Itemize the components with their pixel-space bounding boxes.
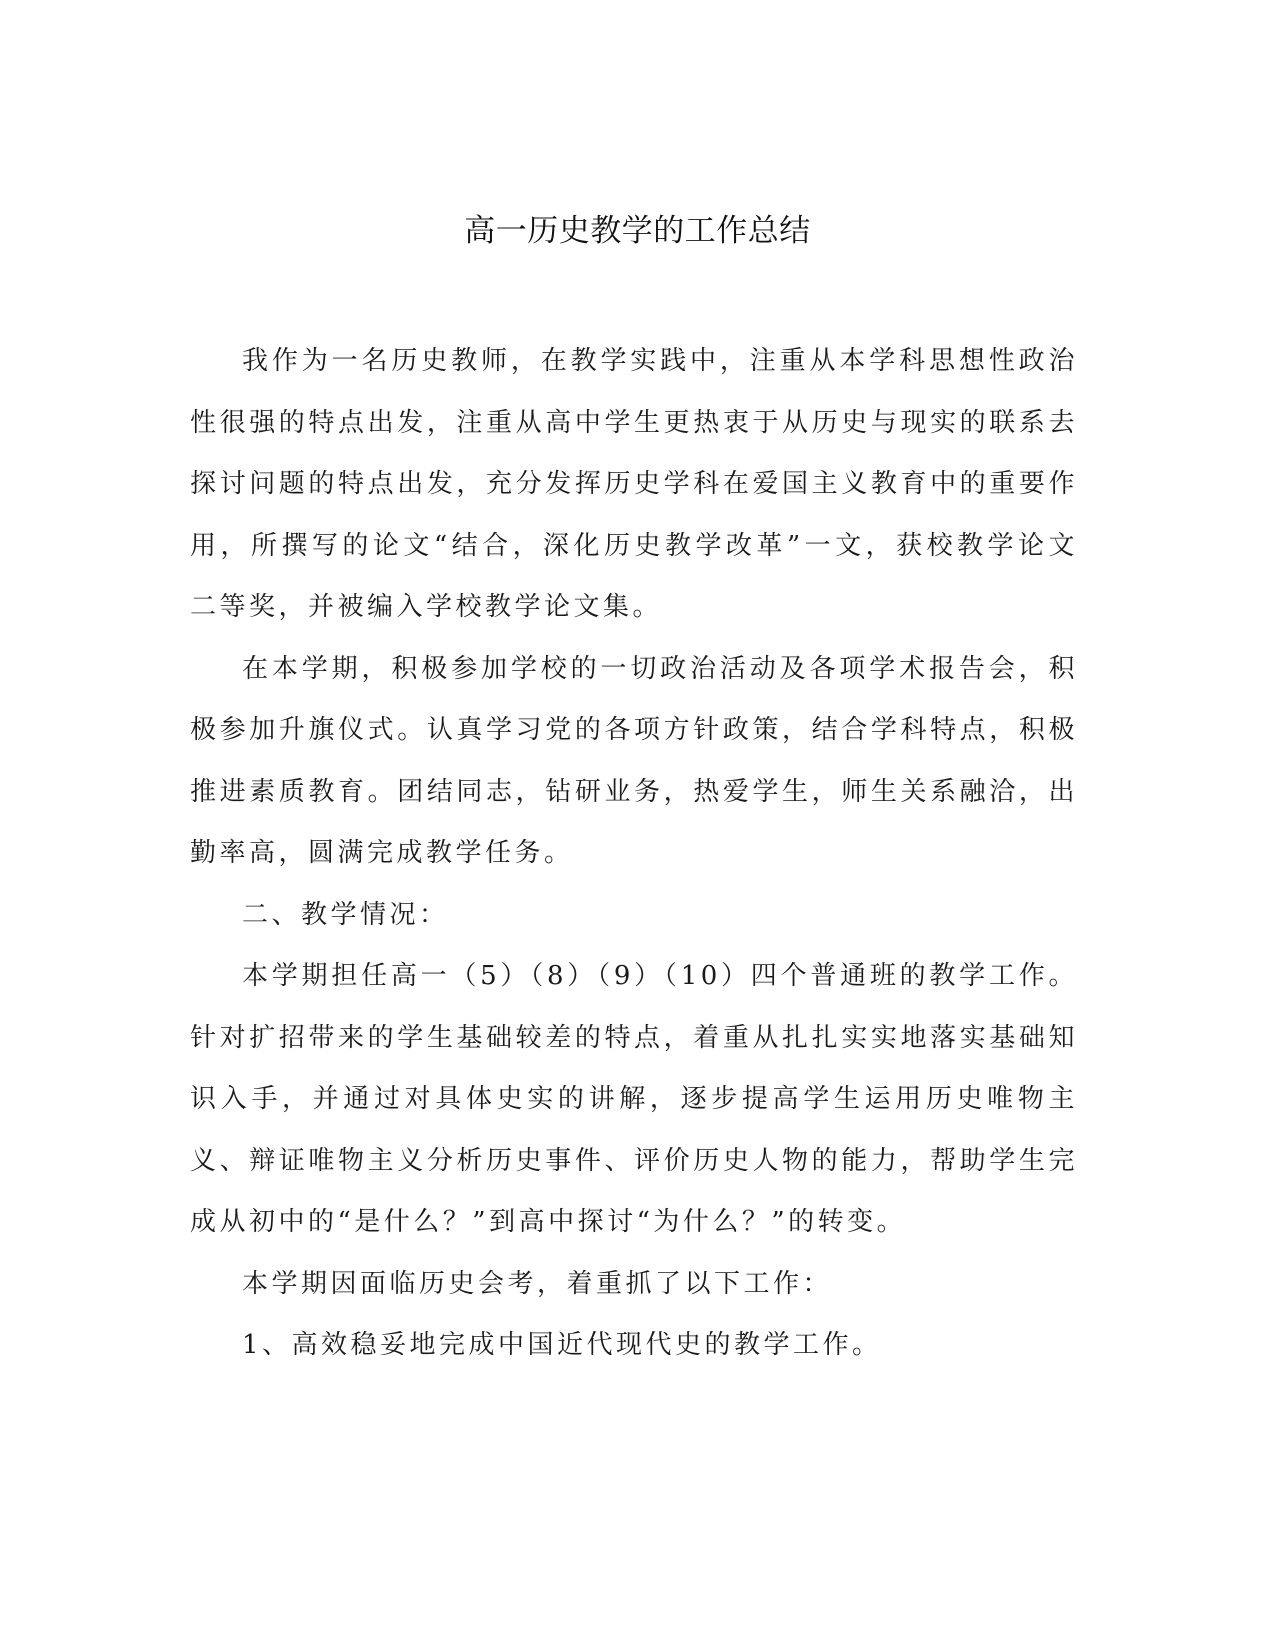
paragraph-teaching-situation: 本学期担任高一（5）（8）（9）（10）四个普通班的教学工作。针对扩招带来的学生基础较差的特点，着重从扎扎实实地落实基础知识入手，并通过对具体史实的讲解，逐步提高学生运用历史唯物主义、辩证唯物主义分析历史事件、评价历史人物的能力，帮助学生完成从初中的“是什么？”到高中探讨“为什么？”的转变。 (190, 961, 1078, 1237)
section-heading-teaching: 二、教学情况： (242, 899, 449, 930)
document-title: 高一历史教学的工作总结 (464, 213, 811, 249)
paragraph-semester-activities: 在本学期，积极参加学校的一切政治活动及各项学术报告会，积极参加升旗仪式。认真学习党的各项方针政策，结合学科特点，积极推进素质教育。团结同志，钻研业务，热爱学生，师生关系融洽，出勤率高，圆满完成教学任务。 (190, 653, 1078, 868)
list-item-1: 1、高效稳妥地完成中国近代现代史的教学工作。 (242, 1330, 882, 1360)
paragraph-intro: 我作为一名历史教师，在教学实践中，注重从本学科思想性政治性很强的特点出发，注重从高中学生更热衷于从历史与现实的联系去探讨问题的特点出发，充分发挥历史学科在爱国主义教育中的重要作用，所撰写的论文“结合，深化历史教学改革”一文，获校教学论文二等奖，并被编入学校教学论文集。 (190, 346, 1078, 622)
document-body (190, 331, 1078, 1377)
paragraph-exam-focus: 本学期因面临历史会考，着重抓了以下工作： (242, 1268, 833, 1299)
